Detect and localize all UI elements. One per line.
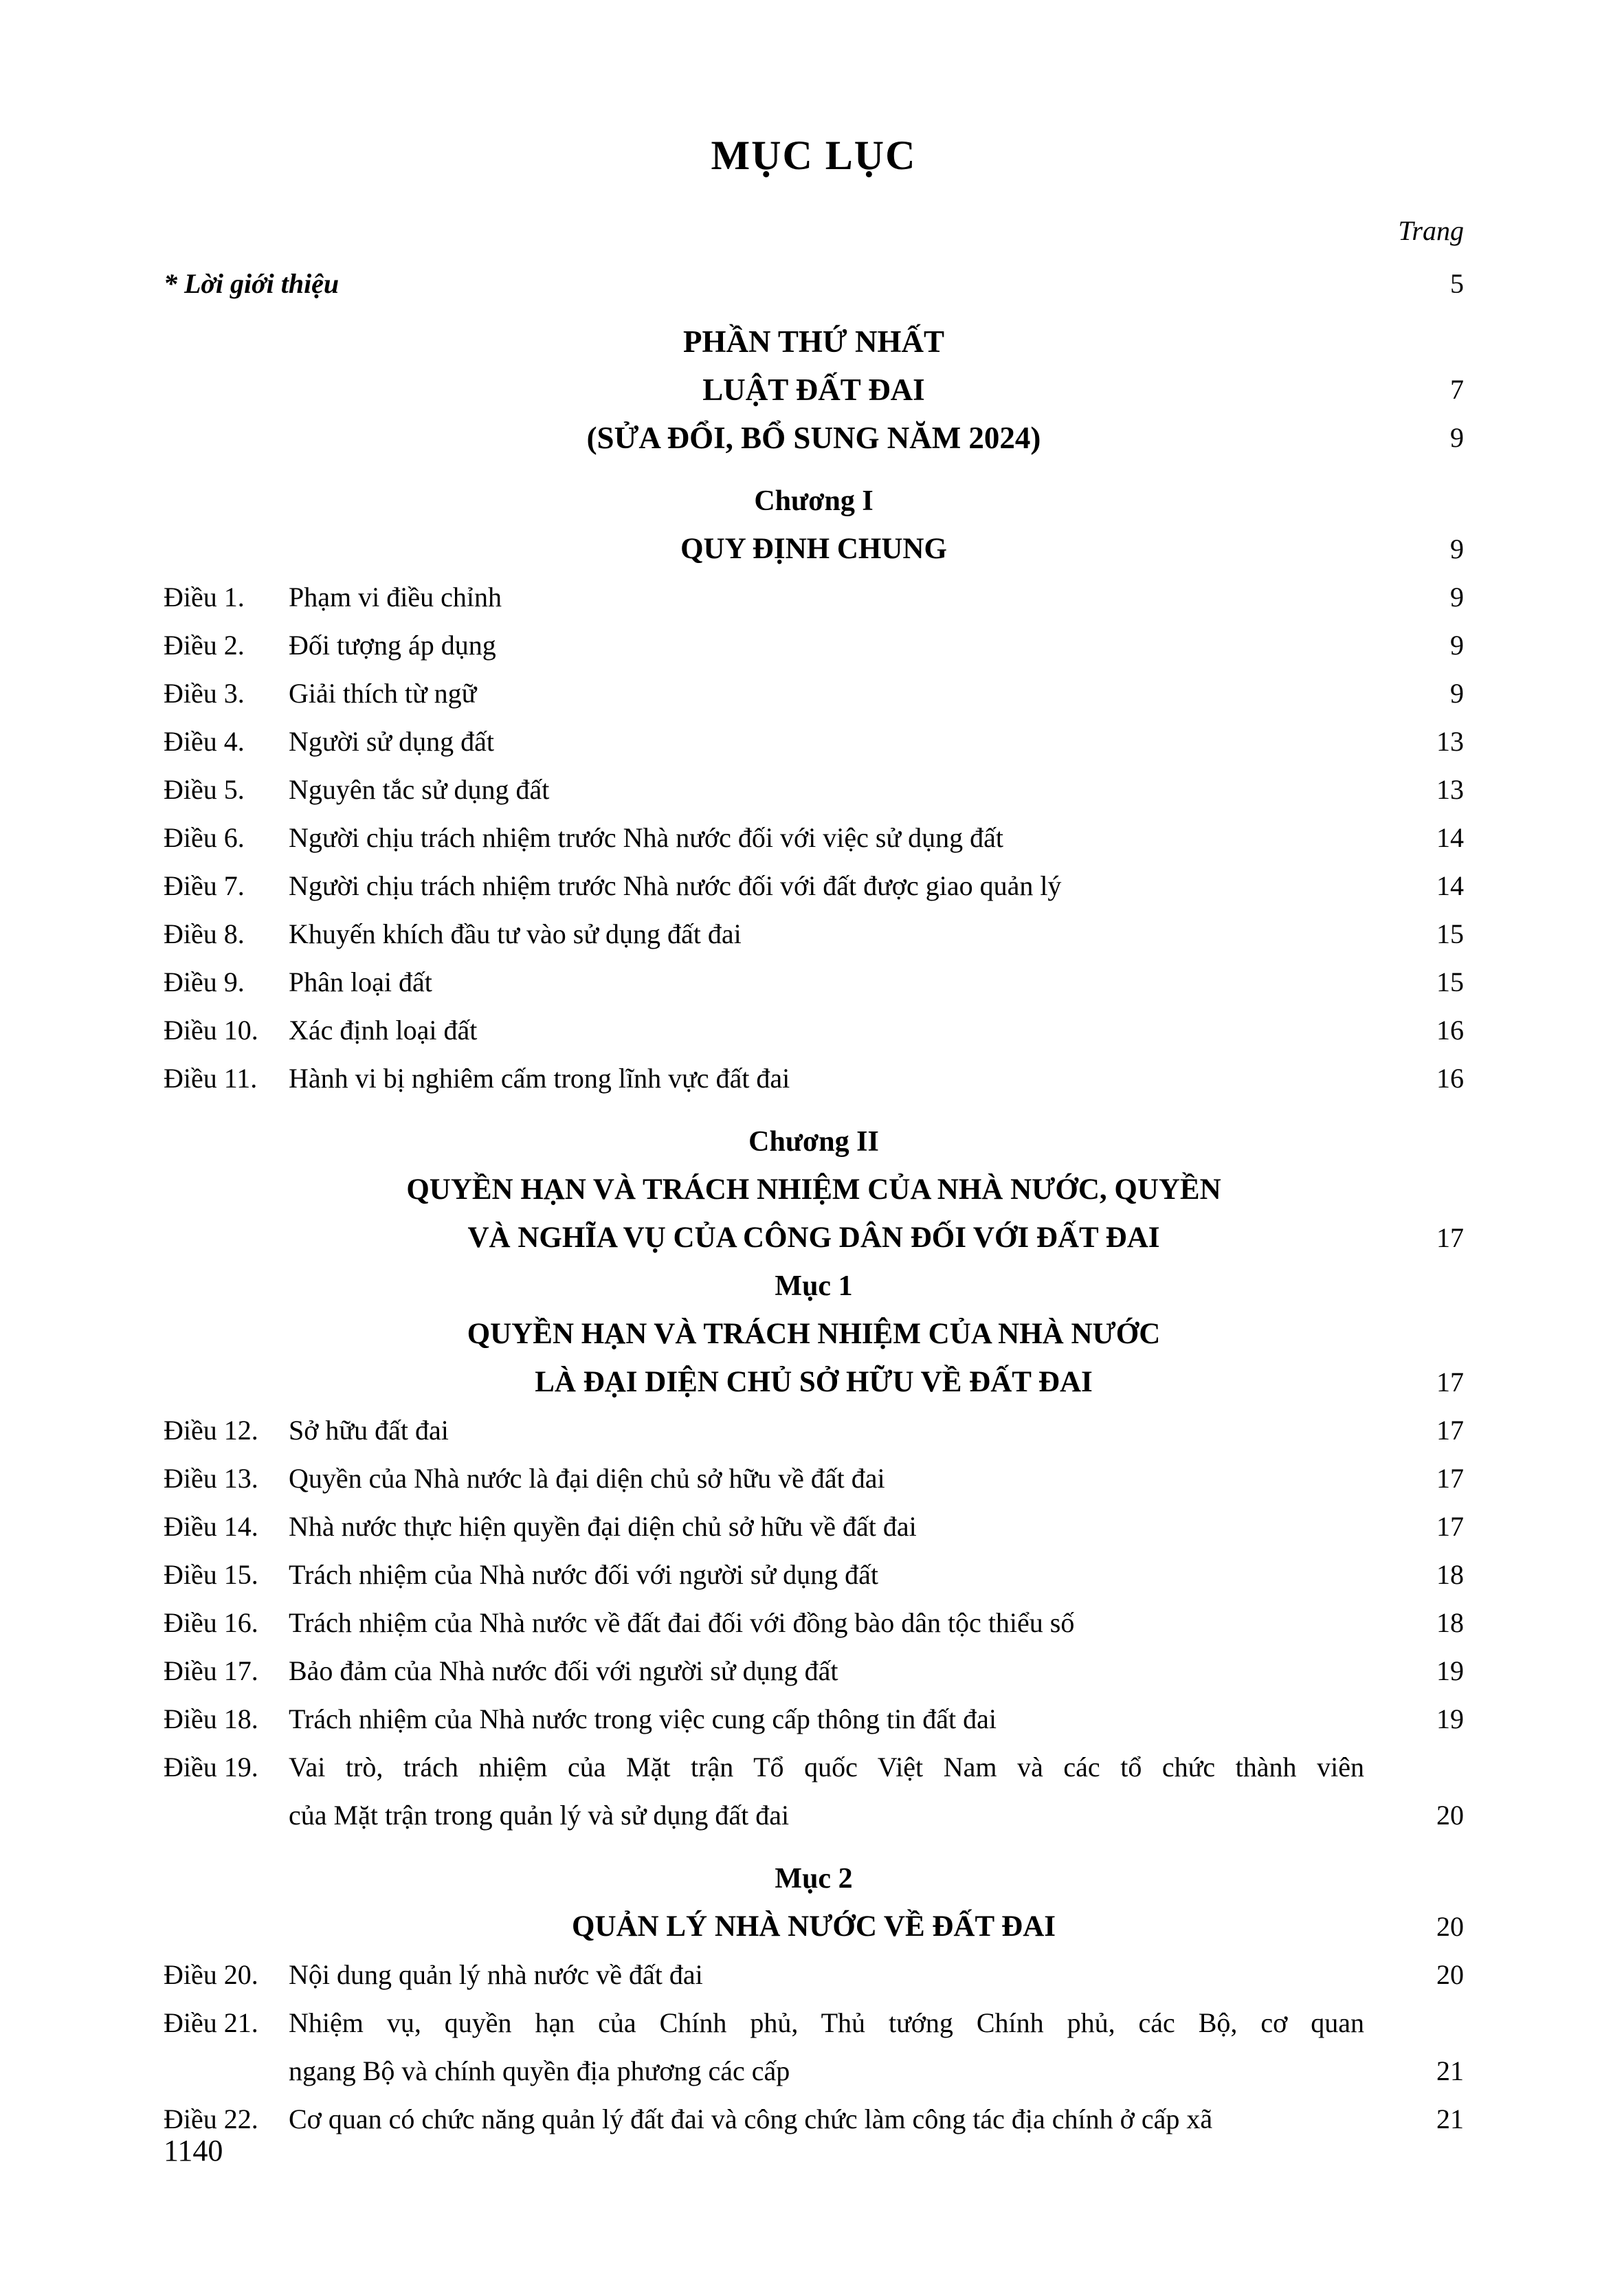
page-number: 13: [1436, 726, 1464, 757]
toc-article-row: [164, 958, 1464, 1006]
article-number: Điều 1.: [164, 582, 245, 612]
article-number: Điều 9.: [164, 967, 245, 997]
page-number: 16: [1436, 1063, 1464, 1094]
intro-label: * Lời giới thiệu: [164, 268, 340, 299]
page-number: 17: [1436, 1415, 1464, 1446]
article-title-block: [289, 1999, 1464, 2095]
page-number: 13: [1436, 774, 1464, 805]
article-title: Nhà nước thực hiện quyền đại diện chủ sở hữu về đất đai: [289, 1511, 917, 1542]
toc-article-row: [164, 2095, 1464, 2143]
page-number: 18: [1436, 1607, 1464, 1638]
page-number: 15: [1436, 918, 1464, 949]
article-title: Người chịu trách nhiệm trước Nhà nước đối với việc sử dụng đất: [289, 822, 1003, 853]
section-heading: VÀ NGHĨA VỤ CỦA CÔNG DÂN ĐỐI VỚI ĐẤT ĐAI: [467, 1222, 1160, 1254]
article-title: Trách nhiệm của Nhà nước trong việc cung cấp thông tin đất đai: [289, 1703, 997, 1734]
article-number: Điều 10.: [164, 1015, 258, 1046]
article-number: Điều 4.: [164, 726, 245, 757]
page-number: 14: [1436, 822, 1464, 853]
toc-article-row: [164, 1599, 1464, 1647]
article-number: Điều 6.: [164, 822, 245, 853]
article-title: Trách nhiệm của Nhà nước đối với người sử dụng đất: [289, 1559, 879, 1590]
article-number: Điều 21.: [164, 2007, 258, 2038]
article-title: Sở hữu đất đai: [289, 1415, 449, 1446]
article-title: Nguyên tắc sử dụng đất: [289, 774, 550, 805]
page-number: 18: [1436, 1559, 1464, 1590]
article-number: Điều 11.: [164, 1063, 258, 1094]
page-number: 19: [1436, 1655, 1464, 1686]
article-number: Điều 5.: [164, 774, 245, 805]
toc-section-row: [164, 525, 1464, 573]
toc-article-row: [164, 1551, 1464, 1599]
article-number: Điều 15.: [164, 1559, 258, 1590]
toc-article-row: [164, 670, 1464, 718]
article-title-line2: ngang Bộ và chính quyền địa phương các cấp: [289, 2055, 790, 2086]
footer-page-number: 1140: [164, 2134, 223, 2167]
article-number: Điều 13.: [164, 1463, 258, 1494]
toc-article-row: [164, 1406, 1464, 1455]
article-title-block: [289, 1743, 1464, 1840]
page-number: 20: [1436, 1800, 1464, 1831]
toc-intro-row: [164, 260, 1464, 308]
toc-chapter-row: [164, 1262, 1464, 1310]
article-title: Phân loại đất: [289, 967, 432, 997]
article-title: Phạm vi điều chỉnh: [289, 582, 502, 612]
page-number: 9: [1450, 533, 1464, 564]
toc-part-heading-row: [164, 366, 1464, 414]
article-title-line1: Vai trò, trách nhiệm của Mặt trận Tổ quốc Việt Nam và các tổ chức thành viên: [289, 1752, 1364, 1782]
toc-article-row: [164, 766, 1464, 814]
toc-article-row: [164, 1055, 1464, 1103]
toc-article-row: [164, 1503, 1464, 1551]
toc-section-row: [164, 1166, 1464, 1214]
section-heading: QUY ĐỊNH CHUNG: [680, 533, 947, 565]
article-number: Điều 18.: [164, 1703, 258, 1734]
article-number: Điều 16.: [164, 1607, 258, 1638]
page-number: 9: [1450, 630, 1464, 661]
page-number: 15: [1436, 967, 1464, 997]
article-title: Người chịu trách nhiệm trước Nhà nước đối với đất được giao quản lý: [289, 870, 1062, 901]
section-heading: LÀ ĐẠI DIỆN CHỦ SỞ HỮU VỀ ĐẤT ĐAI: [535, 1366, 1093, 1398]
toc-article-row: [164, 1951, 1464, 1999]
page-number: 17: [1436, 1367, 1464, 1398]
chapter-heading: Chương I: [754, 485, 874, 517]
chapter-heading: Chương II: [748, 1126, 879, 1158]
part-heading: PHẦN THỨ NHẤT: [682, 324, 945, 359]
page-number: 17: [1436, 1222, 1464, 1253]
page-number: 9: [1450, 582, 1464, 612]
article-title-line2: của Mặt trận trong quản lý và sử dụng đất đai: [289, 1800, 790, 1831]
article-title: Xác định loại đất: [289, 1015, 478, 1046]
toc-article-row-multiline: [164, 1743, 1464, 1840]
article-title: Khuyến khích đầu tư vào sử dụng đất đai: [289, 918, 742, 949]
section-heading: QUYỀN HẠN VÀ TRÁCH NHIỆM CỦA NHÀ NƯỚC: [467, 1318, 1161, 1350]
page-number: 20: [1436, 1959, 1464, 1990]
page-column-header: Trang: [1398, 215, 1464, 246]
article-title: Người sử dụng đất: [289, 726, 494, 757]
page-number: 17: [1436, 1463, 1464, 1494]
toc-article-row: [164, 718, 1464, 766]
toc-part-heading-row: [164, 414, 1464, 462]
page-number: 7: [1450, 374, 1464, 405]
toc-article-row: [164, 1647, 1464, 1695]
article-title: Nội dung quản lý nhà nước về đất đai: [289, 1959, 703, 1990]
toc-chapter-row: [164, 1118, 1464, 1166]
page-number: 14: [1436, 870, 1464, 901]
toc-article-row: [164, 573, 1464, 621]
toc-section-row: [164, 1903, 1464, 1951]
toc-article-row: [164, 1455, 1464, 1503]
page-number: 21: [1436, 2104, 1464, 2134]
toc-article-row: [164, 1006, 1464, 1055]
article-number: Điều 19.: [164, 1752, 258, 1782]
article-number: Điều 17.: [164, 1655, 258, 1686]
toc-article-row: [164, 862, 1464, 910]
page-number: 21: [1436, 2055, 1464, 2086]
page-title: MỤC LỤC: [711, 133, 917, 178]
article-title: Trách nhiệm của Nhà nước về đất đai đối với đồng bào dân tộc thiểu số: [289, 1607, 1075, 1638]
toc-article-row-multiline: [164, 1999, 1464, 2095]
article-title: Đối tượng áp dụng: [289, 630, 496, 661]
part-heading: LUẬT ĐẤT ĐAI: [702, 373, 925, 407]
page-number: 16: [1436, 1015, 1464, 1046]
article-title: Hành vi bị nghiêm cấm trong lĩnh vực đất đai: [289, 1063, 790, 1094]
article-number: Điều 7.: [164, 870, 245, 901]
article-title: Bảo đảm của Nhà nước đối với người sử dụng đất: [289, 1655, 838, 1686]
toc-article-row: [164, 814, 1464, 862]
article-number: Điều 12.: [164, 1415, 258, 1446]
article-number: Điều 8.: [164, 918, 245, 949]
page-number: 9: [1450, 678, 1464, 709]
toc-part-heading-row: [164, 318, 1464, 366]
part-heading: (SỬA ĐỔI, BỔ SUNG NĂM 2024): [586, 421, 1041, 455]
page-number: 20: [1436, 1911, 1464, 1942]
page-number: 9: [1450, 422, 1464, 453]
toc-article-row: [164, 910, 1464, 958]
toc-section-row: [164, 1310, 1464, 1358]
article-title: Giải thích từ ngữ: [289, 678, 477, 709]
article-number: Điều 22.: [164, 2104, 258, 2134]
article-number: Điều 3.: [164, 678, 245, 709]
toc-chapter-row: [164, 1855, 1464, 1903]
article-number: Điều 14.: [164, 1511, 258, 1542]
page-number: 5: [1450, 268, 1464, 299]
article-number: Điều 20.: [164, 1959, 258, 1990]
toc-article-row: [164, 621, 1464, 670]
toc-section-row: [164, 1214, 1464, 1262]
section-heading: QUẢN LÝ NHÀ NƯỚC VỀ ĐẤT ĐAI: [572, 1910, 1056, 1943]
article-number: Điều 2.: [164, 630, 245, 661]
page-number: 17: [1436, 1511, 1464, 1542]
article-title-line1: Nhiệm vụ, quyền hạn của Chính phủ, Thủ tướng Chính phủ, các Bộ, cơ quan: [289, 2007, 1364, 2038]
toc-section-row: [164, 1358, 1464, 1406]
toc-chapter-row: [164, 477, 1464, 525]
toc-article-row: [164, 1695, 1464, 1743]
page-number: 19: [1436, 1703, 1464, 1734]
article-title: Cơ quan có chức năng quản lý đất đai và công chức làm công tác địa chính ở cấp xã: [289, 2104, 1213, 2134]
article-title: Quyền của Nhà nước là đại diện chủ sở hữu về đất đai: [289, 1463, 885, 1494]
chapter-heading: Mục 1: [775, 1270, 853, 1302]
section-heading: QUYỀN HẠN VÀ TRÁCH NHIỆM CỦA NHÀ NƯỚC, QUYỀN: [406, 1173, 1221, 1206]
chapter-heading: Mục 2: [775, 1863, 853, 1895]
